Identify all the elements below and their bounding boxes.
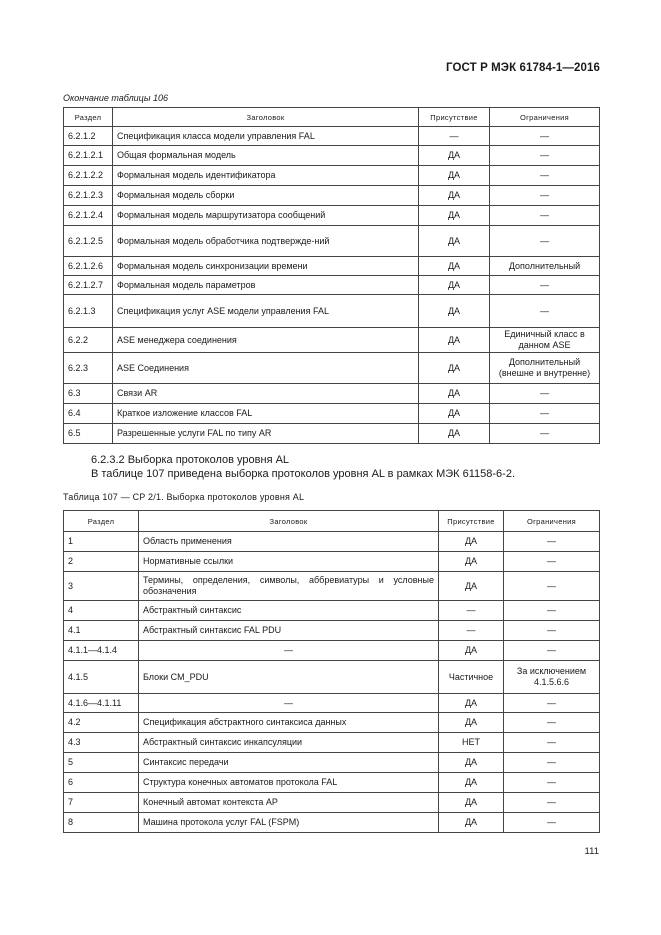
- cell-presence: ДА: [439, 532, 504, 552]
- cell-section: 4.1.1—4.1.4: [64, 641, 139, 661]
- cell-title: Формальная модель маршрутизатора сообщений: [113, 206, 419, 226]
- cell-section: 6.3: [64, 384, 113, 404]
- table-row: [64, 404, 600, 424]
- cell-limits: —: [504, 793, 600, 813]
- cell-title: Формальная модель обработчика подтвержде-ний: [113, 226, 419, 257]
- table-row: [64, 733, 600, 753]
- cell-limits: —: [490, 166, 600, 186]
- cell-section: 6.2.2: [64, 328, 113, 353]
- cell-section: 6: [64, 773, 139, 793]
- cell-section: 6.2.1.2.2: [64, 166, 113, 186]
- cell-limits: —: [504, 713, 600, 733]
- table-106-body: [64, 127, 600, 444]
- cell-presence: ДА: [419, 186, 490, 206]
- cell-presence: ДА: [439, 572, 504, 601]
- table-row: [64, 166, 600, 186]
- cell-presence: ДА: [419, 146, 490, 166]
- cell-limits: —: [490, 384, 600, 404]
- table-row: [64, 713, 600, 733]
- table-row: [64, 384, 600, 404]
- table-107-caption: Таблица 107 — CP 2/1. Выборка протоколов уровня AL: [63, 492, 305, 502]
- cell-limits: —: [490, 226, 600, 257]
- column-header-limits: Ограничения: [490, 108, 600, 127]
- cell-title: Разрешенные услуги FAL по типу AR: [113, 424, 419, 444]
- cell-limits: Дополнительный: [490, 257, 600, 276]
- cell-title: Блоки CM_PDU: [139, 661, 439, 694]
- cell-title: Общая формальная модель: [113, 146, 419, 166]
- cell-title: Нормативные ссылки: [139, 552, 439, 572]
- cell-presence: ДА: [419, 384, 490, 404]
- cell-title: Термины, определения, символы, аббревиатуры и условные обозначения: [139, 572, 439, 601]
- cell-title: Абстрактный синтаксис: [139, 601, 439, 621]
- table-row: [64, 146, 600, 166]
- table-row: [64, 793, 600, 813]
- cell-title: Машина протокола услуг FAL (FSPM): [139, 813, 439, 833]
- cell-section: 3: [64, 572, 139, 601]
- cell-section: 4: [64, 601, 139, 621]
- cell-limits: —: [504, 532, 600, 552]
- table-row: [64, 601, 600, 621]
- table-107-body: [64, 532, 600, 833]
- cell-section: 6.4: [64, 404, 113, 424]
- column-header-limits: Ограничения: [504, 511, 600, 532]
- cell-presence: ДА: [419, 226, 490, 257]
- cell-title: ASE менеджера соединения: [113, 328, 419, 353]
- cell-limits: —: [504, 552, 600, 572]
- cell-section: 6.2.1.2.4: [64, 206, 113, 226]
- cell-limits: —: [504, 753, 600, 773]
- cell-limits: —: [490, 146, 600, 166]
- cell-title: Формальная модель синхронизации времени: [113, 257, 419, 276]
- cell-limits: —: [490, 276, 600, 295]
- cell-limits: —: [504, 621, 600, 641]
- cell-limits: Дополнительный (внешне и внутренне): [490, 353, 600, 384]
- column-header-presence: Присутствие: [419, 108, 490, 127]
- cell-title: Краткое изложение классов FAL: [113, 404, 419, 424]
- cell-title: Абстрактный синтаксис FAL PDU: [139, 621, 439, 641]
- cell-section: 5: [64, 753, 139, 773]
- cell-section: 6.2.1.2.7: [64, 276, 113, 295]
- cell-title: Формальная модель параметров: [113, 276, 419, 295]
- table-row: [64, 552, 600, 572]
- cell-section: 8: [64, 813, 139, 833]
- document-header: ГОСТ Р МЭК 61784-1—2016: [446, 62, 600, 74]
- cell-presence: ДА: [439, 793, 504, 813]
- cell-presence: ДА: [439, 552, 504, 572]
- cell-section: 6.2.1.2.6: [64, 257, 113, 276]
- cell-title: Структура конечных автоматов протокола FAL: [139, 773, 439, 793]
- table-row: [64, 694, 600, 713]
- table-row: [64, 641, 600, 661]
- column-header-section: Раздел: [64, 108, 113, 127]
- page-number: 111: [584, 846, 599, 857]
- table-row: [64, 353, 600, 384]
- cell-title: —: [139, 641, 439, 661]
- cell-title: Спецификация абстрактного синтаксиса данных: [139, 713, 439, 733]
- column-header-title: Заголовок: [113, 108, 419, 127]
- cell-presence: ДА: [439, 753, 504, 773]
- section-heading: 6.2.3.2 Выборка протоколов уровня AL: [91, 454, 290, 466]
- table-row: [64, 753, 600, 773]
- cell-section: 4.1.6—4.1.11: [64, 694, 139, 713]
- table-row: [64, 661, 600, 694]
- cell-presence: —: [419, 127, 490, 146]
- cell-title: Спецификация услуг ASE модели управления FAL: [113, 295, 419, 328]
- cell-title: ASE Соединения: [113, 353, 419, 384]
- section-body-text: В таблице 107 приведена выборка протоколов уровня AL в рамках МЭК 61158-6-2.: [91, 468, 516, 480]
- cell-presence: ДА: [419, 276, 490, 295]
- cell-presence: ДА: [419, 328, 490, 353]
- cell-section: 2: [64, 552, 139, 572]
- cell-presence: —: [439, 621, 504, 641]
- table-row: [64, 773, 600, 793]
- table-row: [64, 328, 600, 353]
- cell-title: Область применения: [139, 532, 439, 552]
- cell-limits: —: [490, 404, 600, 424]
- table-row: [64, 186, 600, 206]
- table-106: [63, 107, 600, 444]
- cell-limits: Единичный класс в данном ASE: [490, 328, 600, 353]
- cell-presence: ДА: [439, 641, 504, 661]
- cell-presence: ДА: [439, 773, 504, 793]
- table-106-caption: Окончание таблицы 106: [63, 93, 168, 103]
- cell-title: Связи AR: [113, 384, 419, 404]
- cell-title: Спецификация класса модели управления FAL: [113, 127, 419, 146]
- cell-limits: —: [490, 295, 600, 328]
- cell-title: —: [139, 694, 439, 713]
- cell-limits: —: [490, 127, 600, 146]
- cell-limits: —: [504, 733, 600, 753]
- cell-limits: За исключением 4.1.5.6.6: [504, 661, 600, 694]
- table-row: [64, 532, 600, 552]
- column-header-section: Раздел: [64, 511, 139, 532]
- cell-presence: ДА: [419, 404, 490, 424]
- cell-section: 4.2: [64, 713, 139, 733]
- cell-limits: —: [504, 694, 600, 713]
- table-row: [64, 621, 600, 641]
- table-107: [63, 510, 600, 833]
- cell-limits: —: [504, 813, 600, 833]
- cell-section: 6.2.1.2: [64, 127, 113, 146]
- cell-presence: Частичное: [439, 661, 504, 694]
- cell-presence: ДА: [439, 813, 504, 833]
- cell-section: 6.2.1.3: [64, 295, 113, 328]
- table-row: [64, 127, 600, 146]
- cell-title: Абстрактный синтаксис инкапсуляции: [139, 733, 439, 753]
- cell-presence: ДА: [439, 713, 504, 733]
- column-header-presence: Присутствие: [439, 511, 504, 532]
- cell-section: 7: [64, 793, 139, 813]
- cell-section: 4.1.5: [64, 661, 139, 694]
- cell-presence: НЕТ: [439, 733, 504, 753]
- cell-limits: —: [490, 424, 600, 444]
- table-row: [64, 813, 600, 833]
- cell-title: Синтаксис передачи: [139, 753, 439, 773]
- cell-title: Формальная модель сборки: [113, 186, 419, 206]
- cell-section: 6.2.3: [64, 353, 113, 384]
- cell-presence: ДА: [439, 694, 504, 713]
- cell-presence: —: [439, 601, 504, 621]
- cell-presence: ДА: [419, 257, 490, 276]
- cell-limits: —: [504, 572, 600, 601]
- cell-limits: —: [490, 186, 600, 206]
- cell-presence: ДА: [419, 353, 490, 384]
- cell-section: 6.5: [64, 424, 113, 444]
- cell-limits: —: [490, 206, 600, 226]
- cell-limits: —: [504, 601, 600, 621]
- table-row: [64, 206, 600, 226]
- cell-section: 6.2.1.2.5: [64, 226, 113, 257]
- cell-section: 6.2.1.2.1: [64, 146, 113, 166]
- cell-presence: ДА: [419, 166, 490, 186]
- table-row: [64, 276, 600, 295]
- column-header-title: Заголовок: [139, 511, 439, 532]
- table-row: [64, 572, 600, 601]
- cell-section: 1: [64, 532, 139, 552]
- cell-presence: ДА: [419, 206, 490, 226]
- table-row: [64, 295, 600, 328]
- cell-section: 4.3: [64, 733, 139, 753]
- cell-limits: —: [504, 641, 600, 661]
- cell-limits: —: [504, 773, 600, 793]
- cell-title: Конечный автомат контекста AP: [139, 793, 439, 813]
- cell-section: 4.1: [64, 621, 139, 641]
- cell-presence: ДА: [419, 295, 490, 328]
- cell-presence: ДА: [419, 424, 490, 444]
- table-row: [64, 424, 600, 444]
- cell-title: Формальная модель идентификатора: [113, 166, 419, 186]
- table-row: [64, 226, 600, 257]
- cell-section: 6.2.1.2.3: [64, 186, 113, 206]
- table-row: [64, 257, 600, 276]
